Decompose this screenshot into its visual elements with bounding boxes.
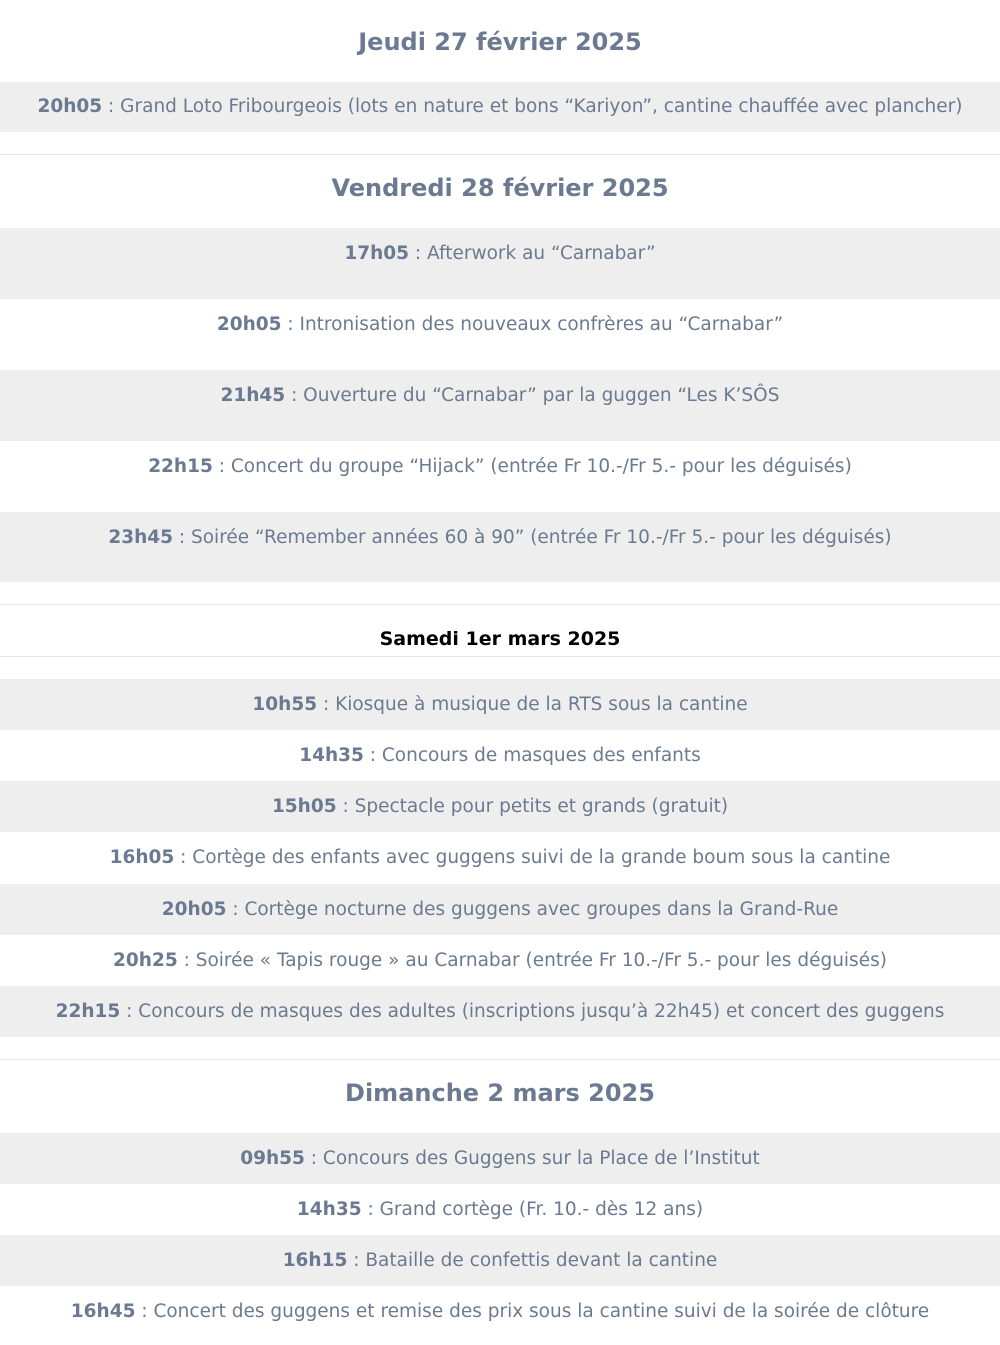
event-text: : Intronisation des nouveaux confrères au “Carnabar” (281, 314, 784, 335)
day-title: Dimanche 2 mars 2025 (345, 1079, 655, 1107)
event-time: 16h15 (282, 1250, 348, 1271)
event-text: : Grand cortège (Fr. 10.- dès 12 ans) (361, 1199, 704, 1220)
divider (0, 604, 1000, 605)
event-row (0, 512, 1000, 582)
event-row (0, 884, 1000, 935)
event-time: 20h05 (161, 899, 227, 920)
event-text: : Cortège des enfants avec guggens suivi de la grande boum sous la cantine (174, 847, 891, 868)
event-text: : Soirée « Tapis rouge » au Carnabar (entrée Fr 10.-/Fr 5.- pour les déguisés) (177, 950, 887, 971)
event-time: 15h05 (271, 796, 337, 817)
event-time: 17h05 (344, 243, 410, 264)
event-text: : Kiosque à musique de la RTS sous la cantine (317, 694, 748, 715)
event-text: : Soirée “Remember années 60 à 90” (entrée Fr 10.-/Fr 5.- pour les déguisés) (173, 527, 892, 548)
event-text: : Grand Loto Fribourgeois (lots en nature et bons “Kariyon”, cantine chauffée avec plancher) (102, 96, 963, 117)
event-row (0, 1184, 1000, 1235)
event-time: 23h45 (108, 527, 173, 548)
day-title: Samedi 1er mars 2025 (379, 628, 621, 650)
event-row (0, 935, 1000, 986)
event-text: : Concert du groupe “Hijack” (entrée Fr 10.-/Fr 5.- pour les déguisés) (212, 456, 852, 477)
event-row (0, 679, 1000, 730)
event-text: : Concours de masques des adultes (inscriptions jusqu’à 22h45) et concert des guggens (120, 1001, 945, 1022)
event-time: 14h35 (299, 745, 364, 766)
divider (0, 656, 1000, 657)
day-title: Jeudi 27 février 2025 (358, 28, 642, 56)
event-time: 14h35 (296, 1199, 362, 1220)
event-row (0, 299, 1000, 370)
event-row (0, 370, 1000, 441)
event-text: : Cortège nocturne des guggens avec groupes dans la Grand-Rue (226, 899, 839, 920)
event-row (0, 781, 1000, 832)
event-row (0, 228, 1000, 299)
event-row (0, 441, 1000, 512)
event-text: : Spectacle pour petits et grands (gratuit) (336, 796, 729, 817)
event-time: 09h55 (240, 1148, 305, 1169)
event-time: 20h25 (113, 950, 178, 971)
event-time: 22h15 (55, 1001, 121, 1022)
event-time: 20h05 (216, 314, 282, 335)
event-row (0, 82, 1000, 132)
event-time: 16h45 (70, 1301, 136, 1322)
event-time: 10h55 (252, 694, 318, 715)
event-time: 16h05 (109, 847, 175, 868)
event-row (0, 832, 1000, 884)
event-text: : Ouverture du “Carnabar” par la guggen “Les K’SÔS (285, 385, 780, 406)
event-row (0, 1235, 1000, 1286)
event-text: : Afterwork au “Carnabar” (409, 243, 656, 264)
event-text: : Concert des guggens et remise des prix sous la cantine suivi de la soirée de clôture (135, 1301, 930, 1322)
event-text: : Concours des Guggens sur la Place de l’Institut (304, 1148, 760, 1169)
event-time: 21h45 (220, 385, 286, 406)
divider (0, 1059, 1000, 1060)
event-row (0, 1286, 1000, 1337)
divider (0, 154, 1000, 155)
event-text: : Concours de masques des enfants (363, 745, 701, 766)
event-text: : Bataille de confettis devant la cantine (347, 1250, 718, 1271)
event-time: 22h15 (148, 456, 213, 477)
event-row (0, 730, 1000, 781)
event-time: 20h05 (37, 96, 103, 117)
event-row (0, 1133, 1000, 1184)
day-title: Vendredi 28 février 2025 (331, 174, 669, 202)
event-row (0, 986, 1000, 1037)
